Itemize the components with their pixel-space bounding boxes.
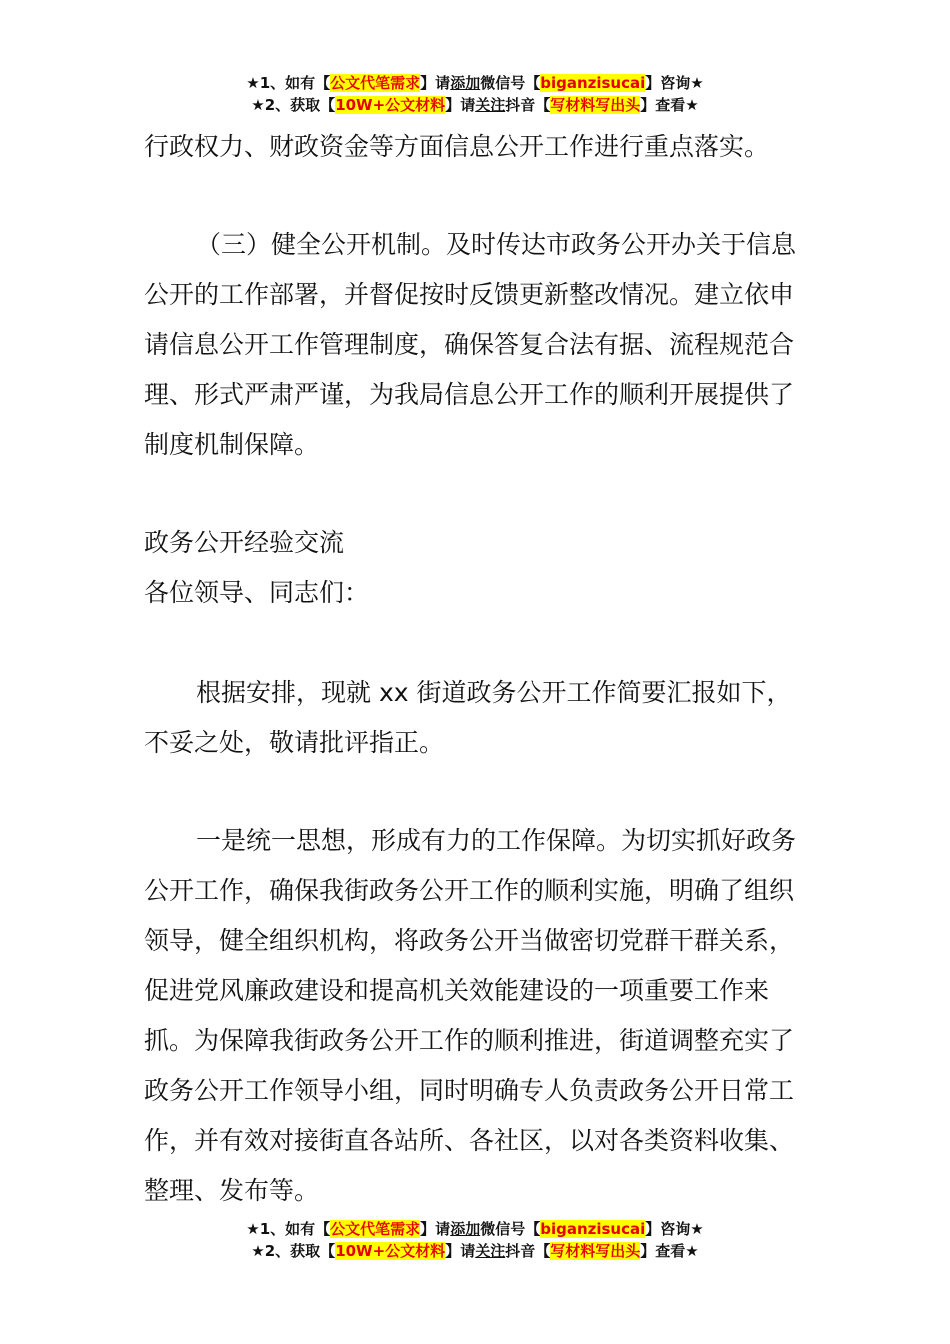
banner-line-2: ★2、获取【10W+公文材料】请关注抖音【写材料写出头】查看★	[251, 1242, 699, 1260]
banner-highlight: biganzisucai	[540, 74, 646, 92]
banner-highlight: 写材料写出头	[550, 1242, 641, 1260]
document-title: 政务公开经验交流	[144, 528, 345, 557]
banner-highlight: 公文代笔需求	[330, 1220, 421, 1238]
footer-banner	[0, 1218, 950, 1262]
banner-highlight: 10W+公文材料	[335, 96, 446, 114]
paragraph-intro: 根据安排，现就 xx 街道政务公开工作简要汇报如下，不妥之处，敬请批评指正。	[144, 678, 792, 757]
paragraph-continuation: 行政权力、财政资金等方面信息公开工作进行重点落实。	[144, 132, 770, 161]
banner-highlight: 写材料写出头	[550, 96, 641, 114]
banner-highlight: biganzisucai	[540, 1220, 646, 1238]
banner-line-1: ★1、如有【公文代笔需求】请添加微信号【biganzisucai】咨询★	[246, 1220, 704, 1238]
paragraph-mechanism: （三）健全公开机制。及时传达市政务公开办关于信息公开的工作部署，并督促按时反馈更新整改情况。建立依申请信息公开工作管理制度，确保答复合法有据、流程规范合理、形式严肃严谨，为我局信息公开工作的顺利开展提供了制度机制保障。	[144, 230, 797, 459]
header-banner	[0, 72, 950, 116]
greeting: 各位领导、同志们：	[144, 578, 370, 607]
banner-line-1: ★1、如有【公文代笔需求】请添加微信号【biganzisucai】咨询★	[246, 74, 704, 92]
banner-highlight: 10W+公文材料	[335, 1242, 446, 1260]
banner-highlight: 公文代笔需求	[330, 74, 421, 92]
banner-line-2: ★2、获取【10W+公文材料】请关注抖音【写材料写出头】查看★	[251, 96, 699, 114]
paragraph-point-one: 一是统一思想，形成有力的工作保障。为切实抓好政务公开工作，确保我街政务公开工作的顺利实施，明确了组织领导，健全组织机构，将政务公开当做密切党群干群关系，促进党风廉政建设和提高机关效能建设的一项重要工作来抓。为保障我街政务公开工作的顺利推进，街道调整充实了政务公开工作领导小组，同时明确专人负责政务公开日常工作，并有效对接街直各站所、各社区，以对各类资料收集、整理、发布等。	[144, 826, 797, 1205]
